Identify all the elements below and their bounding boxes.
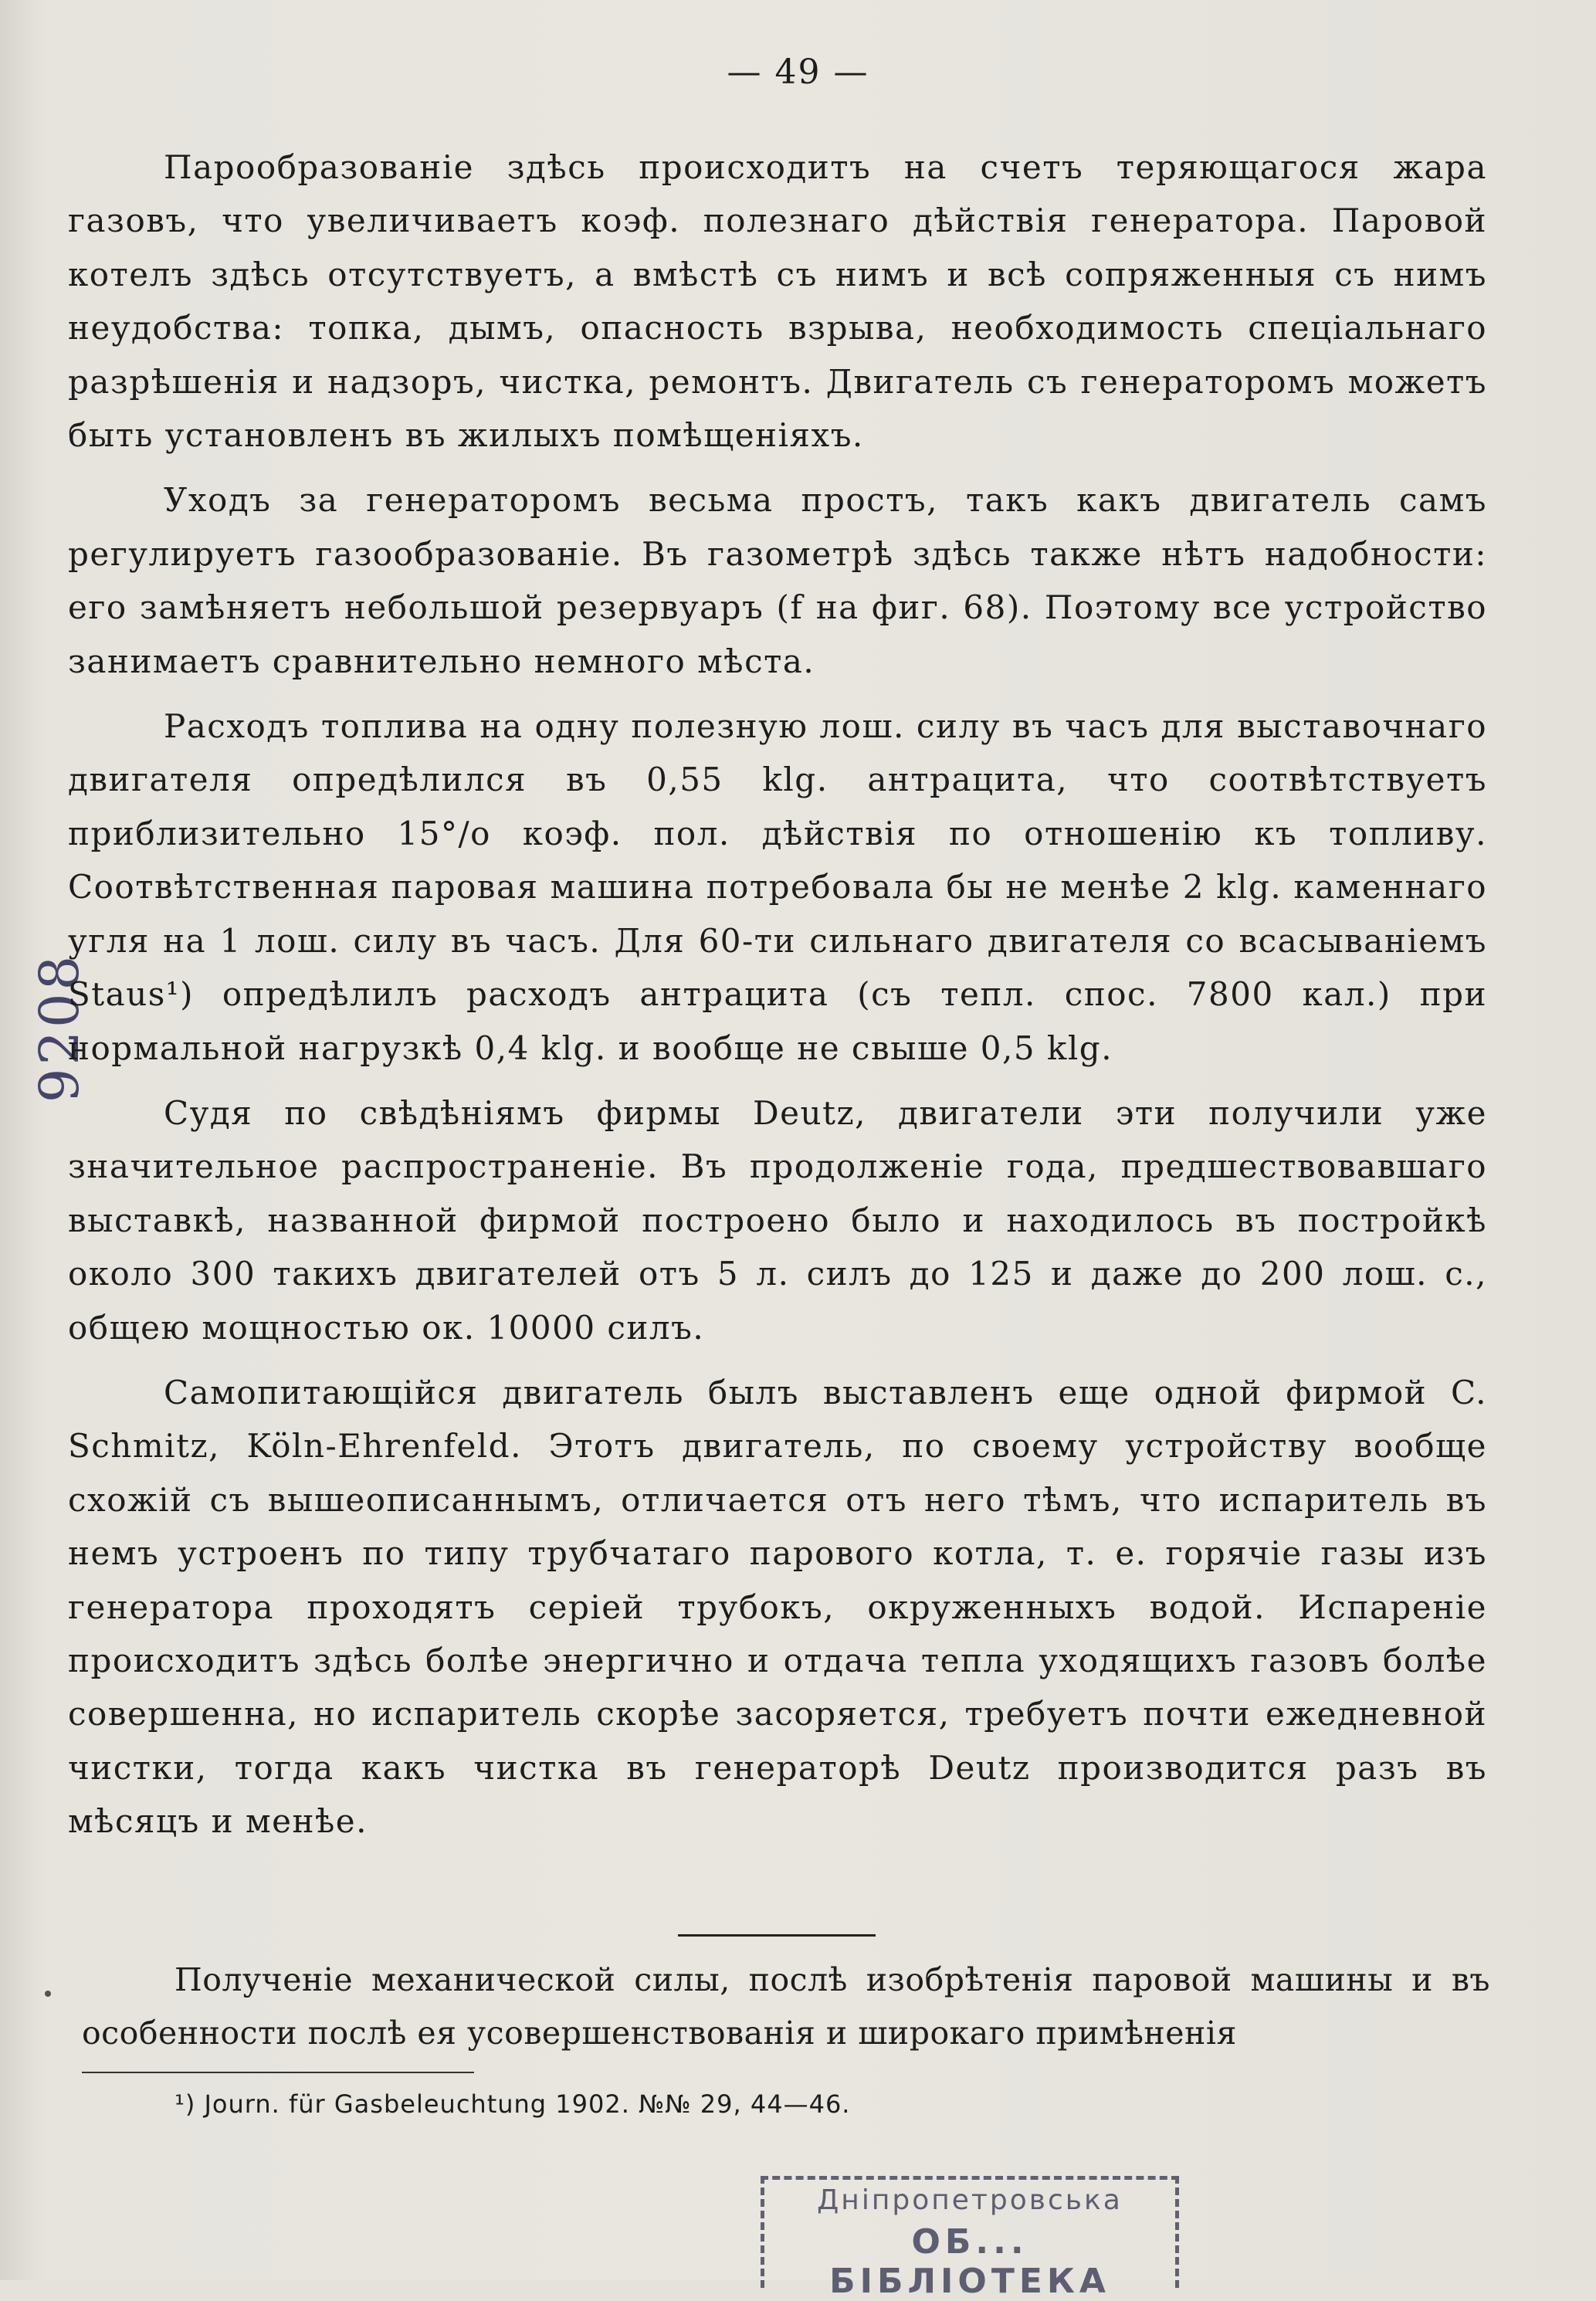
stamp-line-2: ОБ... БІБЛІОТЕКА bbox=[829, 2222, 1110, 2301]
ink-dot bbox=[45, 1991, 51, 1997]
paragraph: Парообразованіе здѣсь происходитъ на счетъ теряющагося жара газовъ, что увеличиваетъ коэф. полезнаго дѣйствія генератора. Паровой котелъ здѣсь отсутствуетъ, а вмѣстѣ съ нимъ и всѣ сопряженныя съ нимъ неудобства: топка, дымъ, опасность взрыва, необходимость спеціальнаго разрѣшенія и надзоръ, чистка, ремонтъ. Двигатель съ генераторомъ можетъ быть установленъ въ жилыхъ помѣщеніяхъ. bbox=[68, 148, 1487, 455]
page-number: — 49 — bbox=[727, 53, 869, 92]
paragraph: Судя по свѣдѣніямъ фирмы Deutz, двигатели эти получили уже значительное распространеніе. Въ продолженіе года, предшествовавшаго выставкѣ, названной фирмой построено было и находилось въ постройкѣ около 300 такихъ двигателей отъ 5 л. силъ до 125 и даже до 200 лош. с., общею мощностью ок. 10000 силъ. bbox=[68, 1093, 1487, 1347]
footnote: ¹) Journ. für Gasbeleuchtung 1902. №№ 29, 44—46. bbox=[175, 2089, 851, 2119]
paragraph: Расходъ топлива на одну полезную лош. силу въ часъ для выставочнаго двигателя опредѣлился въ 0,55 klg. антрацита, что соотвѣтствуетъ приблизительно 15°/о коэф. пол. дѣйствія по отношенію къ топливу. Соотвѣтственная паровая машина потребовала бы не менѣе 2 klg. каменнаго угля на 1 лош. силу въ часъ. Для 60-ти сильнаго двигателя со всасываніемъ Staus¹) опредѣлилъ расходъ антрацита (съ тепл. спос. 7800 кал.) при нормальной нагрузкѣ 0,4 klg. и вообще не свыше 0,5 klg. bbox=[68, 707, 1487, 1067]
stamp-line-1: Днiпропетровська bbox=[817, 2184, 1123, 2216]
paragraph: Уходъ за генераторомъ весьма простъ, такъ какъ двигатель самъ регулируетъ газообразованіе. Въ газометрѣ здѣсь также нѣтъ надобности: его замѣняетъ небольшой резервуаръ (f на фиг. 68). Поэтому все устройство занимаетъ сравнительно немного мѣста. bbox=[68, 481, 1487, 680]
section-paragraph: Полученіе механической силы, послѣ изобрѣтенія паровой машины и въ особенности послѣ ея усовершенствованія и широкаго примѣненія bbox=[82, 1961, 1490, 2052]
section-separator bbox=[678, 1934, 876, 1937]
main-text bbox=[68, 141, 1487, 1849]
footnote-rule bbox=[82, 2072, 474, 2073]
library-stamp bbox=[761, 2176, 1179, 2301]
paragraph: Самопитающійся двигатель былъ выставленъ еще одной фирмой C. Schmitz, Köln-Ehrenfeld. Этотъ двигатель, по своему устройству вообще схожій съ вышеописаннымъ, отличается отъ него тѣмъ, что испаритель въ немъ устроенъ по типу трубчатаго парового котла, т. е. горячіе газы изъ генератора проходятъ серіей трубокъ, окруженныхъ водой. Испареніе происходитъ здѣсь болѣе энергично и отдача тепла уходящихъ газовъ болѣе совершенна, но испаритель скорѣе засоряется, требуетъ почти ежедневной чистки, тогда какъ чистка въ генераторѣ Deutz производится разъ въ мѣсяцъ и менѣе. bbox=[68, 1373, 1487, 1841]
handwritten-inventory-number: 9208 bbox=[28, 952, 92, 1103]
